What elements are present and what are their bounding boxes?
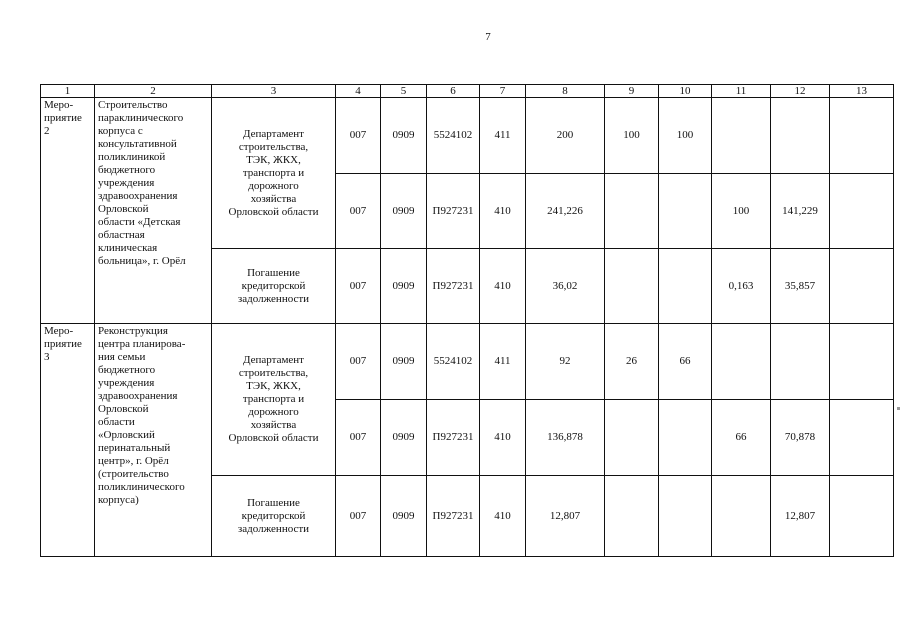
responsible-department: Департамент строительства, ТЭК, ЖКХ, транспорта и дорожного хозяйства Орловской области [212, 324, 336, 476]
table-cell: П927231 [427, 476, 480, 557]
column-header: 6 [427, 85, 480, 98]
table-cell: 411 [480, 98, 526, 174]
table-cell: 92 [526, 324, 605, 400]
table-cell [659, 174, 712, 249]
table-cell [712, 98, 771, 174]
table-cell: 0909 [381, 324, 427, 400]
scan-speck [897, 407, 900, 410]
table-cell: 241,226 [526, 174, 605, 249]
column-header: 7 [480, 85, 526, 98]
table-cell: 100 [605, 98, 659, 174]
table-cell [830, 98, 894, 174]
column-header: 13 [830, 85, 894, 98]
table-cell: 410 [480, 400, 526, 476]
table-cell [659, 476, 712, 557]
measure-label: Меро- приятие 3 [41, 324, 95, 557]
table-cell: 007 [336, 400, 381, 476]
table-cell [830, 174, 894, 249]
table-cell: 007 [336, 476, 381, 557]
column-header: 8 [526, 85, 605, 98]
table-cell: 0909 [381, 98, 427, 174]
table-cell [659, 400, 712, 476]
column-header: 9 [605, 85, 659, 98]
table-cell: 141,229 [771, 174, 830, 249]
table-cell: 0909 [381, 174, 427, 249]
table-cell [712, 324, 771, 400]
table-cell: 007 [336, 249, 381, 324]
table-cell: 0909 [381, 249, 427, 324]
column-header: 3 [212, 85, 336, 98]
header-row [41, 85, 894, 98]
table-cell: П927231 [427, 400, 480, 476]
table-cell: 411 [480, 324, 526, 400]
table-cell: 66 [712, 400, 771, 476]
table-cell: 410 [480, 476, 526, 557]
table-cell [830, 249, 894, 324]
table-cell: 136,878 [526, 400, 605, 476]
column-header: 2 [95, 85, 212, 98]
table-cell: 70,878 [771, 400, 830, 476]
table-cell [771, 324, 830, 400]
table-cell: 007 [336, 174, 381, 249]
table-cell: П927231 [427, 174, 480, 249]
table-cell: 5524102 [427, 324, 480, 400]
table-cell: 007 [336, 324, 381, 400]
table-cell [712, 476, 771, 557]
table-cell: 0909 [381, 400, 427, 476]
column-header: 11 [712, 85, 771, 98]
column-header: 12 [771, 85, 830, 98]
column-header: 4 [336, 85, 381, 98]
table-cell: 0909 [381, 476, 427, 557]
column-header: 1 [41, 85, 95, 98]
table-cell: 36,02 [526, 249, 605, 324]
table-cell: 26 [605, 324, 659, 400]
table-cell: 410 [480, 249, 526, 324]
table-cell: 200 [526, 98, 605, 174]
page-number: 7 [485, 31, 491, 43]
table-cell [605, 476, 659, 557]
table-cell: 35,857 [771, 249, 830, 324]
table-row [41, 324, 894, 400]
table-cell: 007 [336, 98, 381, 174]
table-cell: П927231 [427, 249, 480, 324]
responsible-department: Департамент строительства, ТЭК, ЖКХ, транспорта и дорожного хозяйства Орловской области [212, 98, 336, 249]
column-header: 5 [381, 85, 427, 98]
table-cell: 5524102 [427, 98, 480, 174]
debt-repayment-label: Погашение кредиторской задолженности [212, 476, 336, 557]
column-header: 10 [659, 85, 712, 98]
budget-table [40, 84, 894, 557]
measure-label: Меро- приятие 2 [41, 98, 95, 324]
measure-name: Реконструкция центра планирова- ния семьи бюджетного учреждения здравоохранения Орловской области «Орловский перинатальный центр», г. Орёл (строительство поликлинического корпуса) [95, 324, 212, 557]
table-cell: 410 [480, 174, 526, 249]
table-cell: 12,807 [526, 476, 605, 557]
table-cell [771, 98, 830, 174]
table-cell [605, 174, 659, 249]
table-cell [659, 249, 712, 324]
table-cell [830, 324, 894, 400]
table-row [41, 98, 894, 174]
measure-name: Строительство параклинического корпуса с консультативной поликлиникой бюджетного учреждения здравоохранения Орловской области «Детская областная клиническая больница», г. Орёл [95, 98, 212, 324]
table-cell: 66 [659, 324, 712, 400]
table-cell: 12,807 [771, 476, 830, 557]
table-cell [605, 249, 659, 324]
table-cell [830, 476, 894, 557]
table-cell: 100 [659, 98, 712, 174]
debt-repayment-label: Погашение кредиторской задолженности [212, 249, 336, 324]
table-cell [830, 400, 894, 476]
table-cell: 100 [712, 174, 771, 249]
table-cell: 0,163 [712, 249, 771, 324]
table-cell [605, 400, 659, 476]
